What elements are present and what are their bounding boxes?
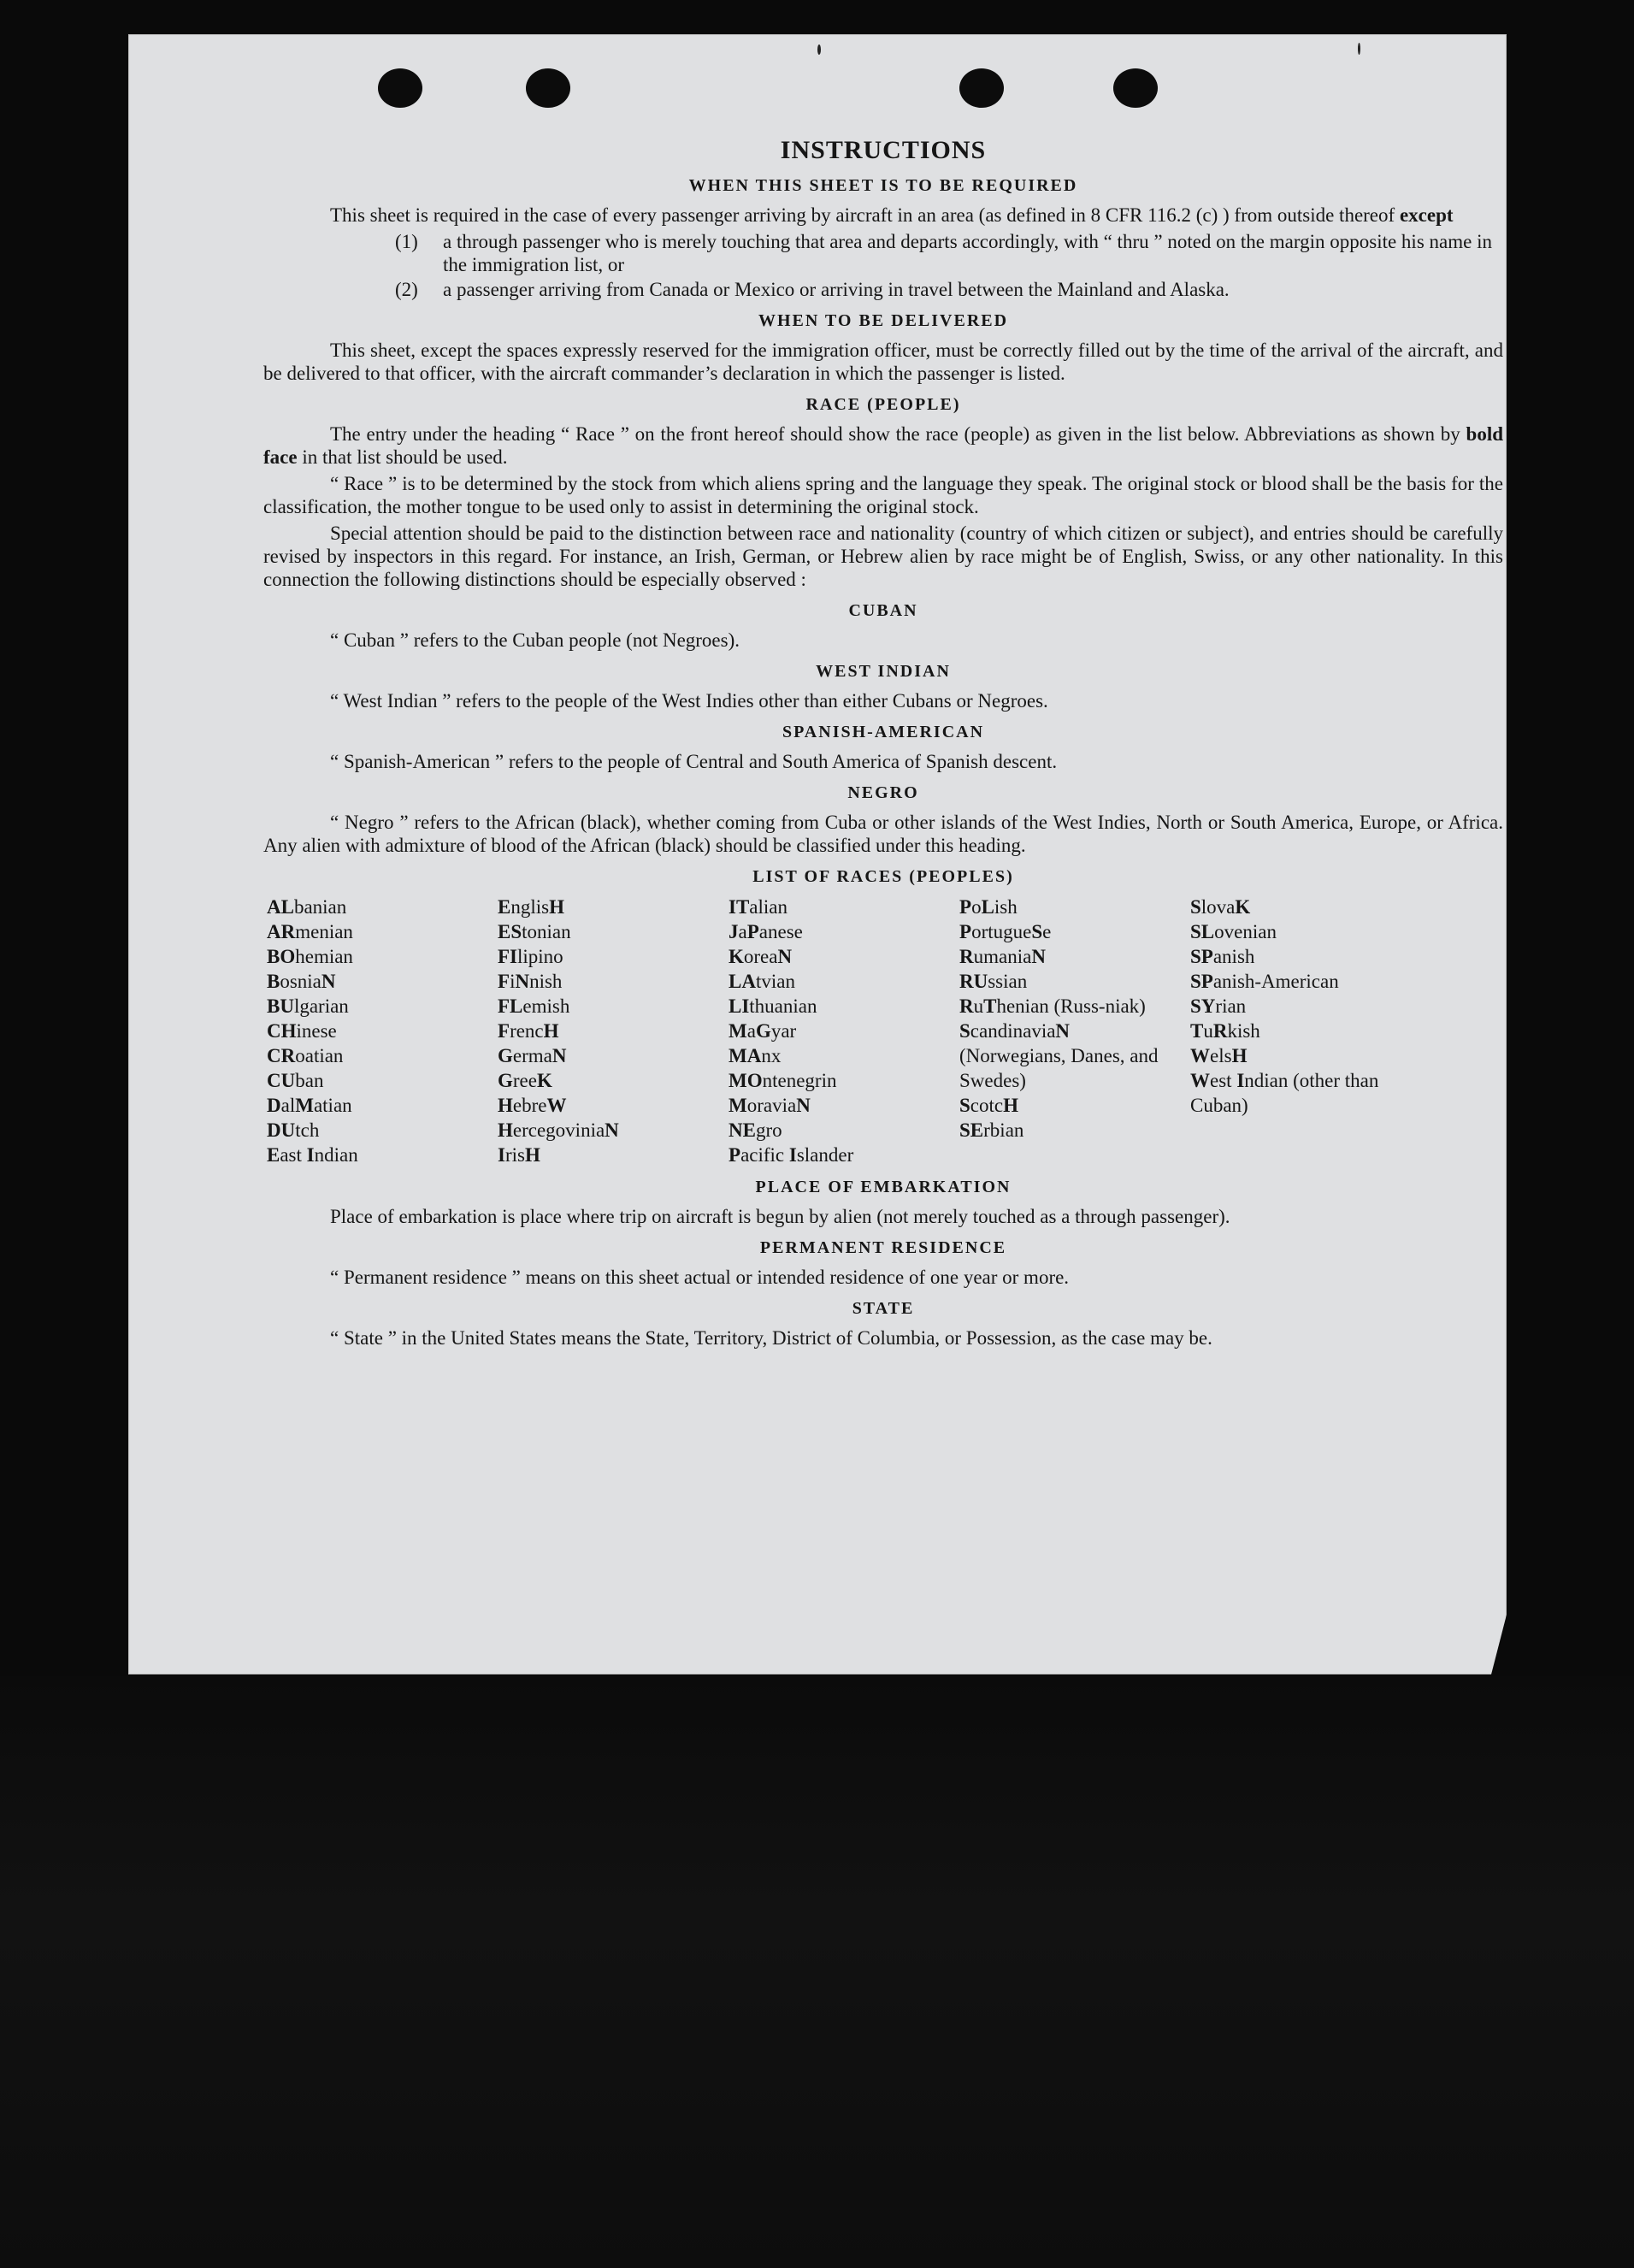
race-entry: BosniaN xyxy=(267,971,336,992)
race-entry: HercegoviniaN xyxy=(498,1119,619,1141)
race-entry: DalMatian xyxy=(267,1095,352,1116)
race-entry: East Indian xyxy=(267,1144,358,1166)
race-entry: ARmenian xyxy=(267,921,353,942)
race-entry: CUban xyxy=(267,1070,324,1091)
race-entry: BOhemian xyxy=(267,946,353,967)
race-entry: LIthuanian xyxy=(729,995,817,1017)
races-column xyxy=(267,895,498,1167)
race-entry: ALbanian xyxy=(267,896,347,918)
para-spanish-american: “ Spanish-American ” refers to the people of Central and South America of Spanish descent. xyxy=(330,751,1058,772)
list-item: (1) a through passenger who is merely touching that area and departs accordingly, with “ thru ” noted on the margin opposite his name in the immigration list, or xyxy=(395,231,1492,275)
race-entry: EStonian xyxy=(498,921,571,942)
race-entry: CHinese xyxy=(267,1020,337,1042)
speck xyxy=(817,44,821,55)
punch-hole xyxy=(959,68,1004,108)
race-entry: FiNnish xyxy=(498,971,563,992)
race-entry: RuThenian (Russ-niak) xyxy=(959,995,1146,1017)
heading-when-delivered: WHEN TO BE DELIVERED xyxy=(758,311,1009,330)
punch-hole xyxy=(1113,68,1158,108)
races-table xyxy=(267,895,1503,1167)
race-entry: FrencH xyxy=(498,1020,559,1042)
heading-when-required: WHEN THIS SHEET IS TO BE REQUIRED xyxy=(688,176,1078,195)
race-entry: RUssian xyxy=(959,971,1028,992)
para-when-delivered: This sheet, except the spaces expressly reserved for the immigration officer, must be correctly filled out by the time of the arrival of the aircraft, and be delivered to that officer, with the aircraft commander’s declaration in which the passenger is listed. xyxy=(263,340,1503,384)
race-entry: NEgro xyxy=(729,1119,782,1141)
para-state: “ State ” in the United States means the State, Territory, District of Columbia, or Possession, as the case may be. xyxy=(330,1327,1212,1349)
race-entry: SlovaK xyxy=(1190,896,1251,918)
para-negro: “ Negro ” refers to the African (black), whether coming from Cuba or other islands of the West Indies, North or South America, Europe, or Africa. Any alien with admixture of blood of the African (black) should be classified under this heading. xyxy=(263,812,1503,856)
heading-state: STATE xyxy=(852,1299,915,1318)
race-entry: HebreW xyxy=(498,1095,567,1116)
race-entry: FIlipino xyxy=(498,946,563,967)
race-entry: FLemish xyxy=(498,995,570,1017)
para-permanent-residence: “ Permanent residence ” means on this sheet actual or intended residence of one year or more. xyxy=(330,1267,1070,1288)
race-entry: GreeK xyxy=(498,1070,552,1091)
heading-list-of-races: LIST OF RACES (PEOPLES) xyxy=(752,867,1014,886)
heading-west-indian: WEST INDIAN xyxy=(816,662,951,681)
race-entry: DUtch xyxy=(267,1119,320,1141)
race-entry: TuRkish xyxy=(1190,1020,1260,1042)
heading-embarkation: PLACE OF EMBARKATION xyxy=(755,1178,1012,1196)
race-entry: West Indian (other than Cuban) xyxy=(1190,1070,1379,1116)
race-entry: KoreaN xyxy=(729,946,793,967)
heading-spanish-american: SPANISH-AMERICAN xyxy=(782,723,985,741)
instruction-sheet xyxy=(128,34,1507,1674)
race-entry: ScotcH xyxy=(959,1095,1018,1116)
punch-hole xyxy=(378,68,422,108)
race-entry: SYrian xyxy=(1190,995,1247,1017)
race-entry: SLovenian xyxy=(1190,921,1277,942)
heading-race: RACE (PEOPLE) xyxy=(805,395,961,414)
race-entry: ScandinaviaN (Norwegians, Danes, and Swedes) xyxy=(959,1020,1159,1091)
para-cuban: “ Cuban ” refers to the Cuban people (not Negroes). xyxy=(330,629,740,651)
dark-background xyxy=(0,1676,1634,2268)
para-race-2: “ Race ” is to be determined by the stock from which aliens spring and the language they speak. The original stock or blood shall be the basis for the classification, the mother tongue to be used only to assist in determining the original stock. xyxy=(263,473,1503,517)
race-entry: MAnx xyxy=(729,1045,782,1066)
race-entry: WelsH xyxy=(1190,1045,1248,1066)
para-west-indian: “ West Indian ” refers to the people of the West Indies other than either Cubans or Negroes. xyxy=(330,690,1048,712)
list-item: (2) a passenger arriving from Canada or Mexico or arriving in travel between the Mainland and Alaska. xyxy=(395,279,1230,300)
para-race-3: Special attention should be paid to the distinction between race and nationality (country of which citizen or subject), and entries should be carefully revised by inspectors in this regard. For instance, an Irish, German, or Hebrew alien by race might be of English, Swiss, or any other nationality. In this connection the following distinctions should be especially observed : xyxy=(263,523,1503,590)
punch-hole xyxy=(526,68,570,108)
race-entry: SErbian xyxy=(959,1119,1024,1141)
races-column xyxy=(498,895,729,1167)
race-entry: Pacific Islander xyxy=(729,1144,854,1166)
races-column xyxy=(1190,895,1421,1167)
races-column xyxy=(959,895,1190,1167)
sheet-content xyxy=(263,135,1503,1353)
corner-fold xyxy=(1491,1615,1507,1674)
para-embarkation: Place of embarkation is place where trip on aircraft is begun by alien (not merely touched as a through passenger). xyxy=(330,1206,1230,1227)
race-entry: IrisH xyxy=(498,1144,540,1166)
race-entry: CRoatian xyxy=(267,1045,344,1066)
heading-permanent-residence: PERMANENT RESIDENCE xyxy=(759,1238,1007,1257)
para-race-1: The entry under the heading “ Race ” on the front hereof should show the race (people) as given in the list below. Abbreviations as shown by bold face in that list should be used. xyxy=(263,423,1504,468)
heading-negro: NEGRO xyxy=(847,783,919,802)
race-entry: PoLish xyxy=(959,896,1018,918)
heading-cuban: CUBAN xyxy=(848,601,918,620)
race-entry: MoraviaN xyxy=(729,1095,811,1116)
race-entry: JaPanese xyxy=(729,921,803,942)
speck xyxy=(1358,43,1360,55)
race-entry: SPanish xyxy=(1190,946,1255,967)
race-entry: MOntenegrin xyxy=(729,1070,837,1091)
race-entry: LAtvian xyxy=(729,971,795,992)
races-column xyxy=(729,895,959,1167)
race-entry: PortugueSe xyxy=(959,921,1052,942)
race-entry: MaGyar xyxy=(729,1020,797,1042)
page-title: INSTRUCTIONS xyxy=(780,136,987,164)
para-when-required: This sheet is required in the case of every passenger arriving by aircraft in an area (as defined in 8 CFR 116.2 (c) ) from outside thereof except xyxy=(330,204,1454,226)
race-entry: SPanish-American xyxy=(1190,971,1339,992)
race-entry: ITalian xyxy=(729,896,788,918)
race-entry: BUlgarian xyxy=(267,995,349,1017)
race-entry: GermaN xyxy=(498,1045,567,1066)
race-entry: RumaniaN xyxy=(959,946,1046,967)
race-entry: EnglisH xyxy=(498,896,564,918)
